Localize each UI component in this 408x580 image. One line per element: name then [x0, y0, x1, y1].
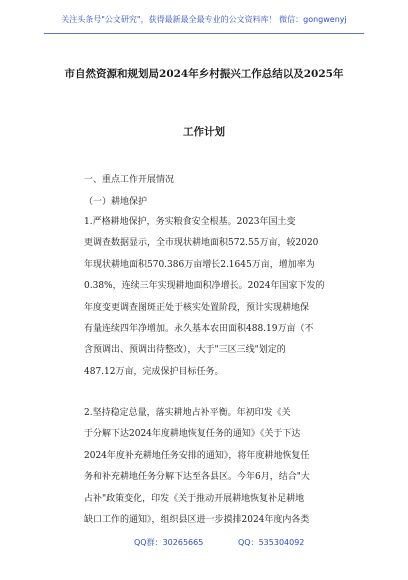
paragraph-line: 2024年度补充耕地任务安排的通知》，将年度耕地恢复任 — [84, 450, 310, 461]
paragraph-line: 487.12万亩，完成保护目标任务。 — [84, 366, 224, 377]
paragraph-line: 占补"政策变化，印发《关于推动开展耕地恢复补足耕地 — [84, 493, 305, 504]
footer-qq-contact: QQ：535304092 — [238, 538, 305, 547]
document-title-line-2: 工作计划 — [183, 126, 225, 138]
paragraph-line: 含预调出、预调出待整改），大于"三区三线"划定的 — [84, 345, 286, 356]
paragraph-line: 1.严格耕地保护，务实粮食安全根基。2023年国土变 — [84, 217, 296, 227]
header-banner: 关注头条号"公文研究"，获得最新最全最专业的公文资料库！ 微信：gongwenyj — [61, 15, 347, 24]
paragraph-line: 务和补充耕地任务分解下达至各县区。今年6月，结合"大 — [84, 472, 310, 483]
header-divider — [44, 33, 364, 34]
paragraph-line: 年度变更调查图斑正处于核实处置阶段，预计实现耕地保 — [84, 302, 310, 313]
paragraph-farmland-balance — [84, 403, 366, 531]
subsection-heading: （一）耕地保护 — [84, 197, 148, 207]
document-title-line-1: 市自然资源和规划局2024年乡村振兴工作总结以及2025年 — [64, 68, 344, 80]
paragraph-line: 年现状耕地面积570.386万亩增长2.1645万亩，增加率为 — [84, 259, 315, 270]
paragraph-line: 0.38%，连续三年实现耕地面积净增长。2024年国家下发的 — [84, 281, 325, 292]
paragraph-line: 2.坚持稳定总量，落实耕地占补平衡。年初印发《关 — [84, 408, 291, 418]
paragraph-line: 更调查数据显示，全市现状耕地面积572.55万亩，较2020 — [84, 238, 319, 249]
section-heading: 一、重点工作开展情况 — [84, 175, 175, 185]
paragraph-line: 有量连续四年净增加。永久基本农田面积488.19万亩（不 — [84, 323, 314, 334]
footer-qq-group: QQ群：30265665 — [134, 538, 204, 547]
paragraph-farmland-protection — [84, 212, 366, 383]
paragraph-line: 缺口工作的通知》，组织县区进一步摸排2024年度内各类 — [84, 514, 310, 525]
paragraph-line: 于分解下达2024年度耕地恢复任务的通知》《关于下达 — [84, 429, 301, 440]
